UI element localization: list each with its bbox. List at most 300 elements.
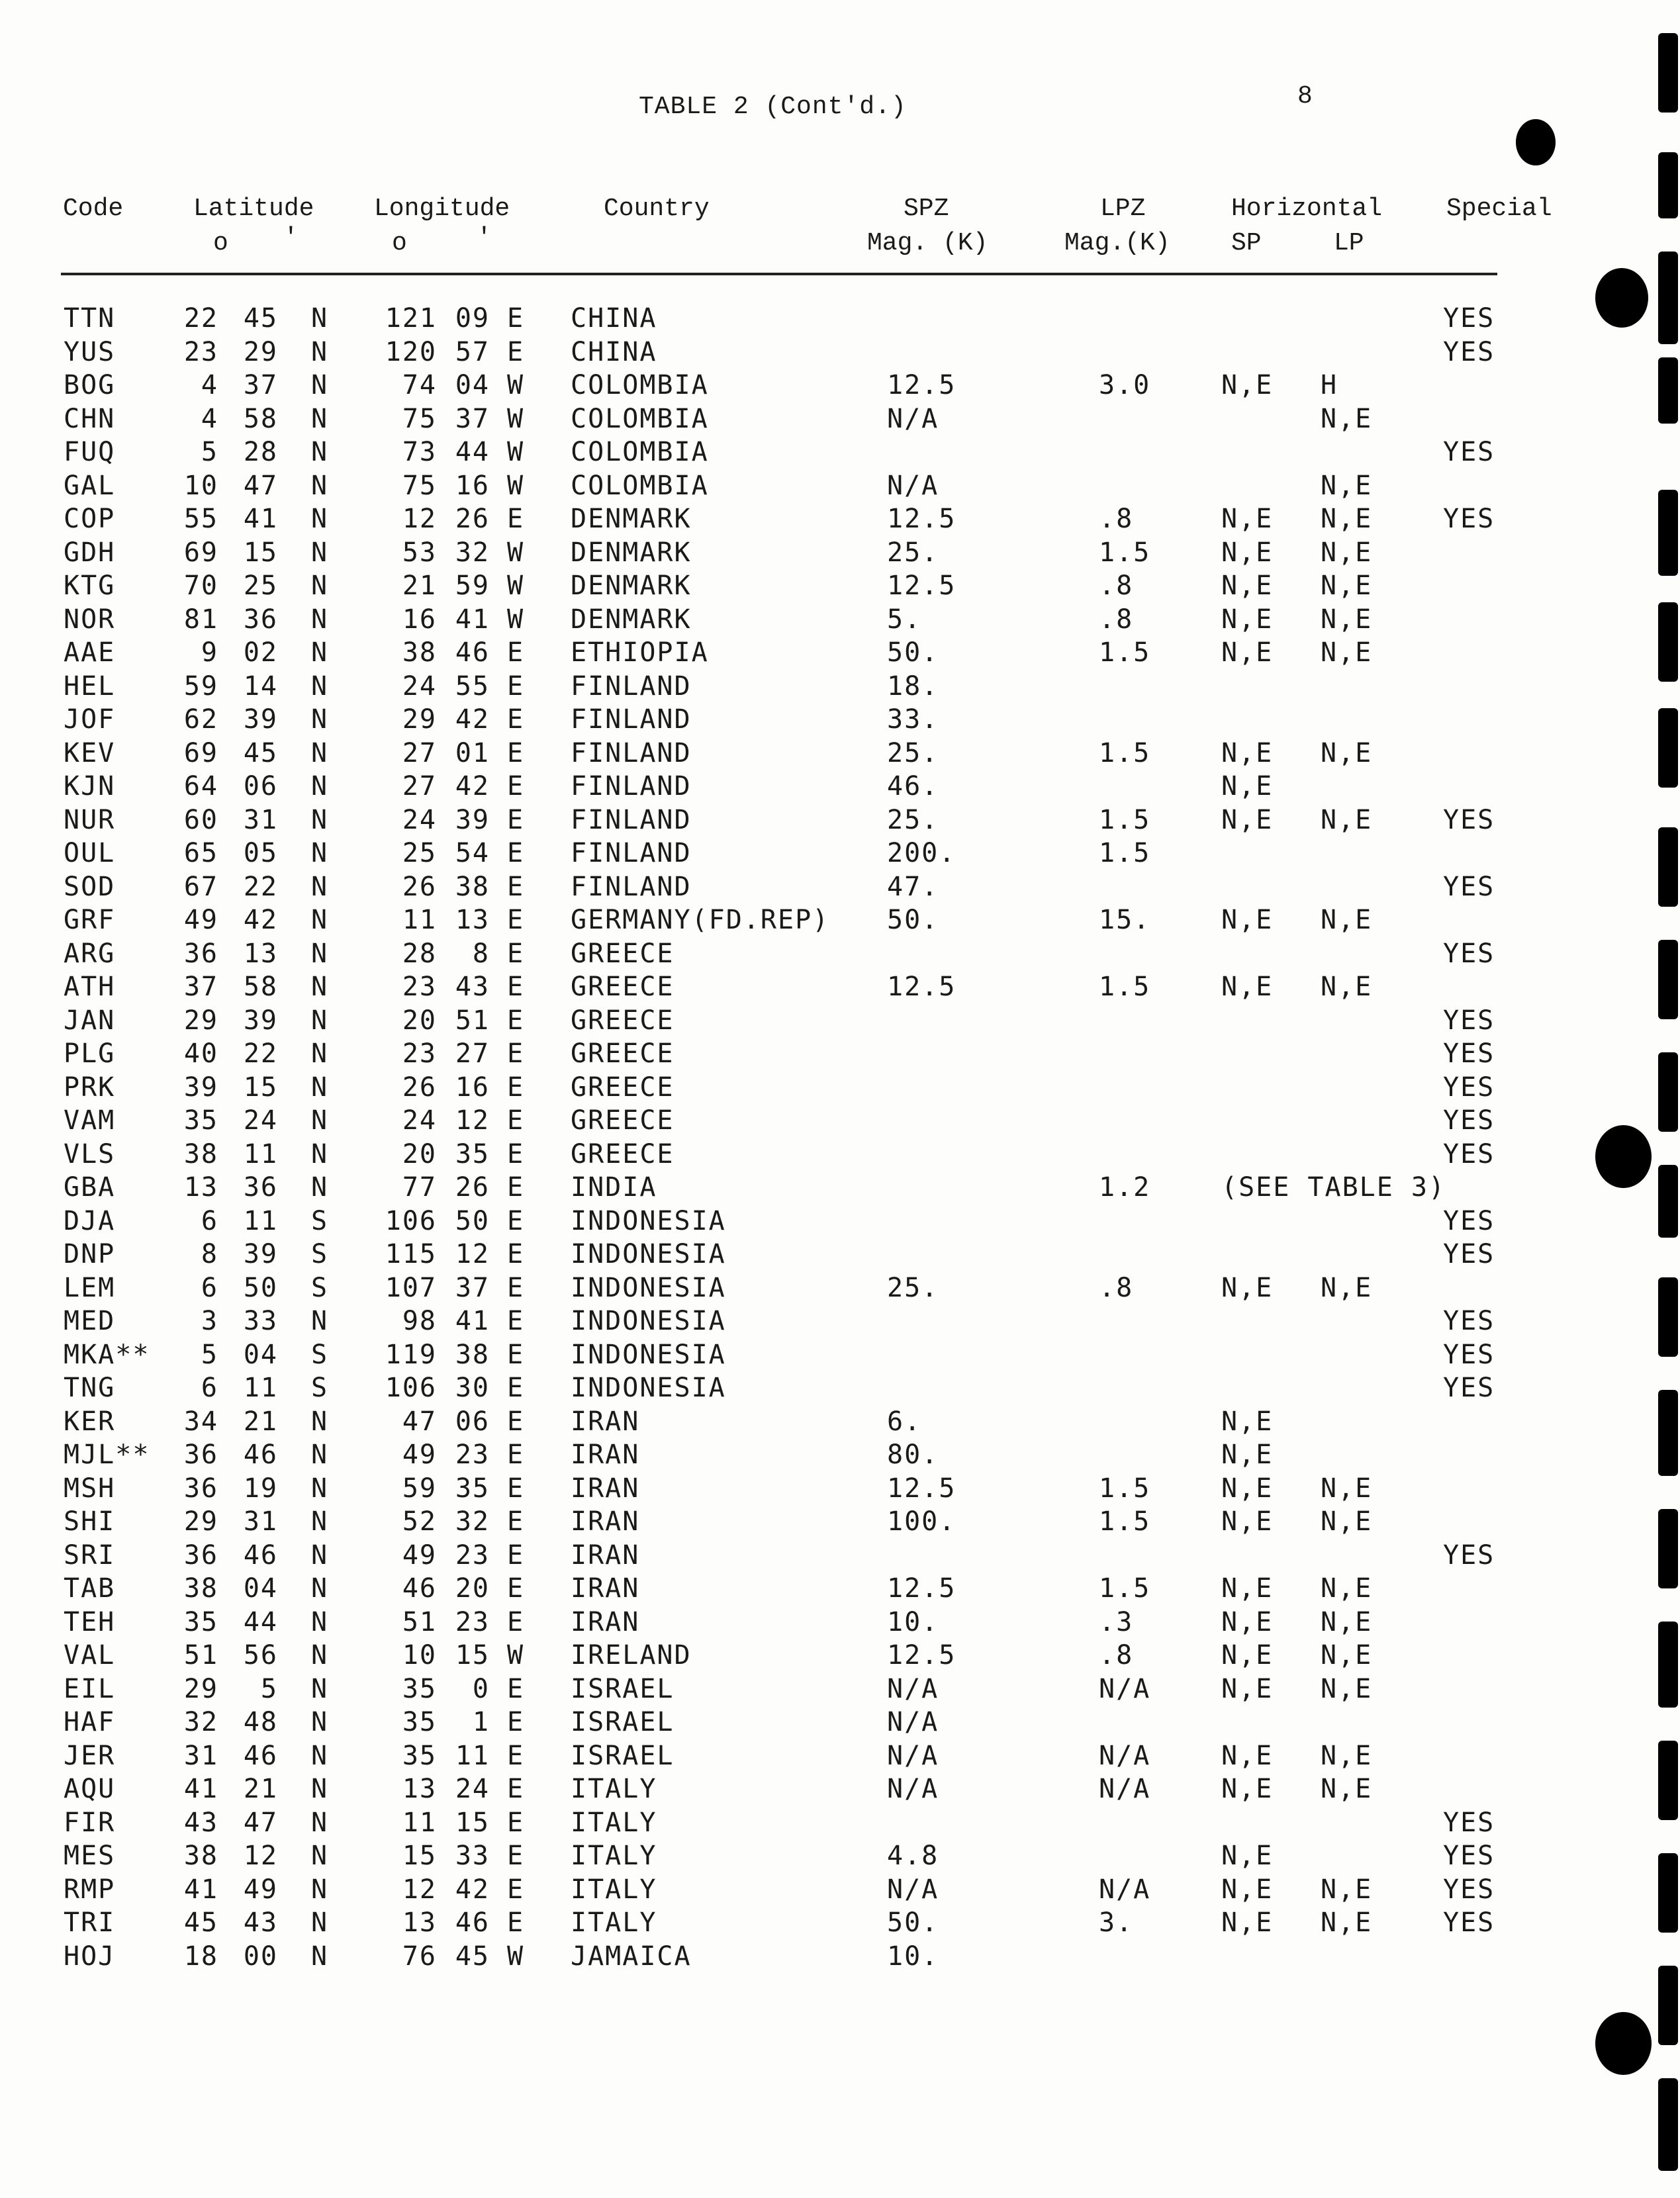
cell-lon-degrees: 73 xyxy=(402,437,437,467)
table-row xyxy=(0,1405,1522,1438)
cell-lon-minutes: 39 xyxy=(455,804,490,835)
cell-code: HOJ xyxy=(64,1941,116,1972)
cell-lat-hemisphere: N xyxy=(311,1941,329,1972)
cell-code: VLS xyxy=(64,1138,116,1169)
cell-lat-hemisphere: N xyxy=(311,504,329,534)
cell-lon-hemisphere: W xyxy=(507,1640,525,1671)
cell-lat-minutes: 02 xyxy=(243,637,278,668)
cell-lon-hemisphere: E xyxy=(507,871,525,902)
cell-lat-degrees: 10 xyxy=(183,470,218,501)
cell-lon-degrees: 98 xyxy=(402,1306,437,1336)
binder-hole-mark xyxy=(1516,119,1556,165)
cell-lon-degrees: 11 xyxy=(402,1807,437,1838)
cell-lon-degrees: 106 xyxy=(385,1373,437,1403)
cell-lat-degrees: 9 xyxy=(201,637,218,668)
cell-lon-hemisphere: E xyxy=(507,704,525,735)
cell-lat-hemisphere: S xyxy=(311,1373,329,1403)
cell-horizontal-lp: N,E xyxy=(1321,1272,1373,1303)
cell-lat-hemisphere: N xyxy=(311,637,329,668)
cell-lat-hemisphere: N xyxy=(311,1440,329,1470)
cell-lat-degrees: 34 xyxy=(183,1406,218,1437)
table-row xyxy=(0,1271,1522,1305)
cell-lat-minutes: 22 xyxy=(243,871,278,902)
cell-lat-degrees: 29 xyxy=(183,1673,218,1704)
cell-lon-minutes: 26 xyxy=(455,1172,490,1203)
cell-lpz-mag: 1.5 xyxy=(1099,838,1151,868)
cell-lon-minutes: 45 xyxy=(455,1941,490,1972)
cell-code: JER xyxy=(64,1740,116,1771)
cell-country: GREECE xyxy=(571,972,675,1002)
cell-lon-degrees: 12 xyxy=(402,1874,437,1905)
cell-lon-degrees: 21 xyxy=(402,571,437,601)
cell-lat-minutes: 58 xyxy=(243,972,278,1002)
cell-country: JAMAICA xyxy=(571,1941,692,1972)
cell-lon-hemisphere: W xyxy=(507,1941,525,1972)
cell-special: YES xyxy=(1443,1807,1495,1838)
cell-country: ITALY xyxy=(571,1807,657,1838)
cell-lon-minutes: 24 xyxy=(455,1774,490,1804)
cell-code: VAL xyxy=(64,1640,116,1671)
cell-lon-degrees: 106 xyxy=(385,1205,437,1236)
cell-country: ITALY xyxy=(571,1774,657,1804)
cell-lat-hemisphere: S xyxy=(311,1205,329,1236)
cell-lon-minutes: 15 xyxy=(455,1807,490,1838)
cell-special: YES xyxy=(1443,1841,1495,1871)
cell-lat-degrees: 65 xyxy=(183,838,218,868)
cell-country: GREECE xyxy=(571,1072,675,1103)
table-row xyxy=(0,603,1522,636)
cell-lat-minutes: 58 xyxy=(243,403,278,434)
cell-lat-minutes: 37 xyxy=(243,370,278,400)
cell-lat-minutes: 25 xyxy=(243,571,278,601)
cell-code: GDH xyxy=(64,537,116,568)
cell-spz-mag: 100. xyxy=(887,1506,957,1537)
cell-lon-hemisphere: E xyxy=(507,1406,525,1437)
cell-horizontal-sp: N,E xyxy=(1221,972,1274,1002)
cell-spz-mag: 50. xyxy=(887,905,939,935)
cell-lat-hemisphere: N xyxy=(311,1306,329,1336)
cell-lon-hemisphere: E xyxy=(507,1740,525,1771)
table-row xyxy=(0,1305,1522,1338)
cell-horizontal-sp: N,E xyxy=(1221,504,1274,534)
cell-lat-degrees: 8 xyxy=(201,1239,218,1269)
table-row xyxy=(0,302,1522,335)
cell-lat-degrees: 35 xyxy=(183,1606,218,1637)
cell-code: PRK xyxy=(64,1072,116,1103)
cell-code: AAE xyxy=(64,637,116,668)
column-subheader-lon-degrees: o xyxy=(392,229,407,257)
cell-horizontal-lp: N,E xyxy=(1321,504,1373,534)
cell-lat-degrees: 36 xyxy=(183,1539,218,1571)
cell-horizontal-sp: N,E xyxy=(1221,1272,1274,1303)
cell-country: IRELAND xyxy=(571,1640,692,1671)
cell-lat-minutes: 56 xyxy=(243,1640,278,1671)
cell-lat-hemisphere: N xyxy=(311,771,329,801)
cell-lon-hemisphere: E xyxy=(507,1373,525,1403)
cell-lat-hemisphere: S xyxy=(311,1239,329,1269)
cell-special: YES xyxy=(1443,1239,1495,1269)
cell-lon-hemisphere: E xyxy=(507,838,525,868)
table-row xyxy=(0,970,1522,1003)
cell-lon-hemisphere: E xyxy=(507,303,525,334)
table-row xyxy=(0,1071,1522,1104)
cell-code: EIL xyxy=(64,1673,116,1704)
cell-country: FINLAND xyxy=(571,838,692,868)
cell-country: COLOMBIA xyxy=(571,470,709,501)
cell-lon-minutes: 09 xyxy=(455,303,490,334)
cell-special: YES xyxy=(1443,303,1495,334)
table-row xyxy=(0,1772,1522,1806)
cell-lon-degrees: 10 xyxy=(402,1640,437,1671)
cell-lat-hemisphere: N xyxy=(311,571,329,601)
cell-code: BOG xyxy=(64,370,116,400)
cell-horizontal-lp: N,E xyxy=(1321,1573,1373,1604)
cell-special: YES xyxy=(1443,1072,1495,1103)
cell-lat-hemisphere: N xyxy=(311,437,329,467)
cell-lon-degrees: 76 xyxy=(402,1941,437,1972)
cell-lat-minutes: 04 xyxy=(243,1573,278,1604)
cell-lat-degrees: 5 xyxy=(201,1339,218,1370)
cell-lon-degrees: 25 xyxy=(402,838,437,868)
cell-country: ITALY xyxy=(571,1907,657,1938)
table-row xyxy=(0,903,1522,937)
cell-lon-degrees: 28 xyxy=(402,938,437,969)
cell-horizontal-sp: N,E xyxy=(1221,1406,1274,1437)
cell-lat-degrees: 41 xyxy=(183,1774,218,1804)
cell-horizontal-sp: N,E xyxy=(1221,537,1274,568)
cell-horizontal-lp: H xyxy=(1321,370,1338,400)
cell-lat-hemisphere: N xyxy=(311,1606,329,1637)
cell-lon-minutes: 59 xyxy=(455,571,490,601)
cell-lat-minutes: 28 xyxy=(243,437,278,467)
cell-horizontal-sp: N,E xyxy=(1221,1506,1274,1537)
cell-lon-minutes: 12 xyxy=(455,1105,490,1136)
cell-lon-hemisphere: E xyxy=(507,1807,525,1838)
cell-spz-mag: N/A xyxy=(887,470,939,501)
cell-lon-minutes: 13 xyxy=(455,905,490,935)
cell-horizontal-sp: N,E xyxy=(1221,370,1274,400)
binder-edge-mark xyxy=(1658,1741,1678,1820)
cell-lat-minutes: 42 xyxy=(243,905,278,935)
table-row xyxy=(0,1104,1522,1137)
table-row xyxy=(0,870,1522,903)
cell-lon-minutes: 32 xyxy=(455,537,490,568)
cell-spz-mag: 46. xyxy=(887,771,939,801)
cell-lat-minutes: 41 xyxy=(243,504,278,534)
cell-spz-mag: 5. xyxy=(887,604,922,635)
cell-horizontal-lp: N,E xyxy=(1321,1673,1373,1704)
cell-horizontal-lp: N,E xyxy=(1321,604,1373,635)
binder-edge-mark xyxy=(1658,1277,1678,1357)
cell-horizontal-sp: N,E xyxy=(1221,1874,1274,1905)
cell-special: YES xyxy=(1443,1306,1495,1336)
cell-horizontal-lp: N,E xyxy=(1321,1740,1373,1771)
cell-lon-minutes: 0 xyxy=(472,1673,490,1704)
cell-lat-hemisphere: N xyxy=(311,1473,329,1504)
cell-lon-hemisphere: W xyxy=(507,537,525,568)
cell-code: OUL xyxy=(64,838,116,868)
cell-lon-hemisphere: E xyxy=(507,1038,525,1069)
cell-lon-hemisphere: E xyxy=(507,938,525,969)
cell-lat-minutes: 33 xyxy=(243,1306,278,1336)
cell-country: ETHIOPIA xyxy=(571,637,709,668)
cell-lon-minutes: 16 xyxy=(455,470,490,501)
cell-special: YES xyxy=(1443,1038,1495,1069)
cell-lat-hemisphere: N xyxy=(311,838,329,868)
cell-lat-degrees: 81 xyxy=(183,604,218,635)
cell-lon-minutes: 11 xyxy=(455,1740,490,1771)
cell-lat-hemisphere: N xyxy=(311,1506,329,1537)
cell-lon-degrees: 26 xyxy=(402,871,437,902)
cell-code: PLG xyxy=(64,1038,116,1069)
cell-special: YES xyxy=(1443,1907,1495,1938)
cell-lon-degrees: 107 xyxy=(385,1272,437,1303)
cell-lon-minutes: 06 xyxy=(455,1406,490,1437)
cell-spz-mag: 200. xyxy=(887,838,957,868)
cell-lon-minutes: 16 xyxy=(455,1072,490,1103)
column-subheader-spz-mag: Mag. (K) xyxy=(867,229,988,257)
cell-code: FIR xyxy=(64,1807,116,1838)
cell-horizontal-sp: N,E xyxy=(1221,1606,1274,1637)
cell-horizontal-sp: N,E xyxy=(1221,1440,1274,1470)
cell-spz-mag: N/A xyxy=(887,1874,939,1905)
cell-lat-hemisphere: N xyxy=(311,737,329,768)
cell-lon-minutes: 32 xyxy=(455,1506,490,1537)
cell-country: GREECE xyxy=(571,1038,675,1069)
cell-country: ISRAEL xyxy=(571,1673,675,1704)
cell-lpz-mag: .8 xyxy=(1099,571,1134,601)
cell-lon-hemisphere: E xyxy=(507,637,525,668)
cell-lat-minutes: 50 xyxy=(243,1272,278,1303)
cell-lat-hemisphere: N xyxy=(311,1072,329,1103)
cell-lat-minutes: 5 xyxy=(260,1673,278,1704)
cell-lat-hemisphere: N xyxy=(311,804,329,835)
cell-lon-minutes: 41 xyxy=(455,604,490,635)
cell-lat-hemisphere: N xyxy=(311,1673,329,1704)
cell-lat-degrees: 45 xyxy=(183,1907,218,1938)
cell-lon-degrees: 49 xyxy=(402,1440,437,1470)
cell-lat-minutes: 39 xyxy=(243,1005,278,1036)
cell-lon-degrees: 52 xyxy=(402,1506,437,1537)
cell-lon-hemisphere: E xyxy=(507,1841,525,1871)
cell-lat-hemisphere: N xyxy=(311,1038,329,1069)
cell-country: INDONESIA xyxy=(571,1306,726,1336)
cell-code: FUQ xyxy=(64,437,116,467)
cell-spz-mag: 12.5 xyxy=(887,504,957,534)
cell-lat-hemisphere: N xyxy=(311,1707,329,1737)
table-row xyxy=(0,536,1522,569)
cell-lon-hemisphere: E xyxy=(507,1774,525,1804)
cell-lon-minutes: 20 xyxy=(455,1573,490,1604)
table-row xyxy=(0,770,1522,803)
cell-lon-degrees: 20 xyxy=(402,1138,437,1169)
cell-lon-minutes: 30 xyxy=(455,1373,490,1403)
cell-lat-degrees: 35 xyxy=(183,1105,218,1136)
cell-lpz-mag: N/A xyxy=(1099,1774,1151,1804)
table-row xyxy=(0,737,1522,770)
cell-lpz-mag: .3 xyxy=(1099,1606,1134,1637)
binder-edge-mark xyxy=(1658,33,1678,113)
cell-lon-degrees: 16 xyxy=(402,604,437,635)
table-row xyxy=(0,803,1522,837)
cell-lat-hemisphere: N xyxy=(311,370,329,400)
cell-country: DENMARK xyxy=(571,571,692,601)
cell-lat-hemisphere: N xyxy=(311,470,329,501)
cell-code: SHI xyxy=(64,1506,116,1537)
cell-lat-hemisphere: N xyxy=(311,1539,329,1571)
table-row xyxy=(0,703,1522,736)
cell-lat-hemisphere: N xyxy=(311,1573,329,1604)
table-row xyxy=(0,1739,1522,1772)
cell-lpz-mag: 1.5 xyxy=(1099,804,1151,835)
cell-code: RMP xyxy=(64,1874,116,1905)
cell-country: DENMARK xyxy=(571,504,692,534)
cell-horizontal-lp: N,E xyxy=(1321,972,1373,1002)
cell-lat-hemisphere: N xyxy=(311,1774,329,1804)
cell-code: VAM xyxy=(64,1105,116,1136)
cell-lat-hemisphere: N xyxy=(311,1640,329,1671)
cell-spz-mag: 33. xyxy=(887,704,939,735)
cell-lat-minutes: 00 xyxy=(243,1941,278,1972)
cell-lon-minutes: 46 xyxy=(455,637,490,668)
cell-lat-degrees: 70 xyxy=(183,571,218,601)
cell-spz-mag: N/A xyxy=(887,403,939,434)
cell-country: COLOMBIA xyxy=(571,403,709,434)
cell-lon-minutes: 04 xyxy=(455,370,490,400)
cell-lon-minutes: 35 xyxy=(455,1473,490,1504)
cell-lon-degrees: 29 xyxy=(402,704,437,735)
cell-horizontal-lp: N,E xyxy=(1321,905,1373,935)
cell-country: IRAN xyxy=(571,1606,640,1637)
cell-lpz-mag: 1.2 xyxy=(1099,1172,1151,1203)
table-row xyxy=(0,1004,1522,1037)
cell-code: GBA xyxy=(64,1172,116,1203)
cell-lat-degrees: 60 xyxy=(183,804,218,835)
cell-lon-minutes: 15 xyxy=(455,1640,490,1671)
cell-lat-minutes: 22 xyxy=(243,1038,278,1069)
cell-lon-degrees: 24 xyxy=(402,804,437,835)
cell-lat-hemisphere: N xyxy=(311,905,329,935)
cell-lat-degrees: 40 xyxy=(183,1038,218,1069)
cell-lat-minutes: 14 xyxy=(243,670,278,702)
cell-lon-hemisphere: E xyxy=(507,1440,525,1470)
cell-lon-hemisphere: W xyxy=(507,437,525,467)
table-row xyxy=(0,1839,1522,1872)
cell-lon-minutes: 12 xyxy=(455,1239,490,1269)
cell-lat-minutes: 21 xyxy=(243,1406,278,1437)
cell-lon-degrees: 20 xyxy=(402,1005,437,1036)
cell-special: YES xyxy=(1443,1005,1495,1036)
column-subheader-lat-minutes: ' xyxy=(283,224,299,252)
cell-lat-hemisphere: N xyxy=(311,604,329,635)
cell-lat-hemisphere: S xyxy=(311,1272,329,1303)
cell-special: YES xyxy=(1443,938,1495,969)
cell-country: DENMARK xyxy=(571,604,692,635)
cell-lon-hemisphere: E xyxy=(507,504,525,534)
cell-lat-minutes: 36 xyxy=(243,1172,278,1203)
cell-lon-hemisphere: E xyxy=(507,1105,525,1136)
cell-horizontal-sp: N,E xyxy=(1221,1740,1274,1771)
cell-spz-mag: 10. xyxy=(887,1941,939,1972)
cell-lat-minutes: 47 xyxy=(243,1807,278,1838)
cell-lat-degrees: 6 xyxy=(201,1272,218,1303)
cell-lon-hemisphere: E xyxy=(507,737,525,768)
cell-code: KTG xyxy=(64,571,116,601)
cell-special: YES xyxy=(1443,504,1495,534)
cell-country: COLOMBIA xyxy=(571,370,709,400)
cell-code: KER xyxy=(64,1406,116,1437)
table-row xyxy=(0,1438,1522,1471)
cell-code: NOR xyxy=(64,604,116,635)
cell-code: TTN xyxy=(64,303,116,334)
cell-lat-degrees: 49 xyxy=(183,905,218,935)
cell-lat-minutes: 15 xyxy=(243,537,278,568)
cell-special: YES xyxy=(1443,804,1495,835)
cell-special: YES xyxy=(1443,336,1495,367)
binder-edge-mark xyxy=(1658,602,1678,682)
column-header-horizontal: Horizontal xyxy=(1231,195,1383,223)
cell-horizontal-sp: N,E xyxy=(1221,1640,1274,1671)
column-subheader-lon-minutes: ' xyxy=(477,224,492,252)
cell-country: FINLAND xyxy=(571,871,692,902)
cell-lat-minutes: 04 xyxy=(243,1339,278,1370)
cell-lat-hemisphere: N xyxy=(311,1740,329,1771)
binder-edge-mark xyxy=(1658,1165,1678,1238)
cell-lon-minutes: 42 xyxy=(455,704,490,735)
cell-horizontal-sp: N,E xyxy=(1221,637,1274,668)
cell-lon-minutes: 23 xyxy=(455,1606,490,1637)
table-row xyxy=(0,1472,1522,1505)
cell-lat-minutes: 45 xyxy=(243,737,278,768)
cell-lpz-mag: N/A xyxy=(1099,1673,1151,1704)
cell-lat-hemisphere: N xyxy=(311,972,329,1002)
column-header-spz: SPZ xyxy=(904,195,949,223)
cell-lat-hemisphere: N xyxy=(311,303,329,334)
cell-country: IRAN xyxy=(571,1440,640,1470)
cell-lat-minutes: 05 xyxy=(243,838,278,868)
cell-horizontal-sp: N,E xyxy=(1221,1573,1274,1604)
cell-horizontal-lp: N,E xyxy=(1321,637,1373,668)
cell-spz-mag: 25. xyxy=(887,737,939,768)
cell-lon-degrees: 121 xyxy=(385,303,437,334)
cell-lon-hemisphere: E xyxy=(507,1573,525,1604)
cell-code: DJA xyxy=(64,1205,116,1236)
cell-lat-degrees: 5 xyxy=(201,437,218,467)
cell-country: FINLAND xyxy=(571,771,692,801)
cell-spz-mag: 10. xyxy=(887,1606,939,1637)
cell-lat-degrees: 32 xyxy=(183,1707,218,1737)
cell-lat-minutes: 12 xyxy=(243,1841,278,1871)
binder-edge-mark xyxy=(1658,252,1678,344)
cell-code: AQU xyxy=(64,1774,116,1804)
table-row xyxy=(0,670,1522,703)
cell-lat-hemisphere: N xyxy=(311,403,329,434)
cell-country: COLOMBIA xyxy=(571,437,709,467)
table-row xyxy=(0,1171,1522,1204)
cell-lon-hemisphere: E xyxy=(507,771,525,801)
cell-lpz-mag: 1.5 xyxy=(1099,737,1151,768)
cell-code: YUS xyxy=(64,336,116,367)
cell-lon-hemisphere: E xyxy=(507,1138,525,1169)
table-row xyxy=(0,1205,1522,1238)
cell-lon-hemisphere: E xyxy=(507,1874,525,1905)
cell-code: ATH xyxy=(64,972,116,1002)
cell-horizontal-lp: N,E xyxy=(1321,1506,1373,1537)
cell-lon-hemisphere: E xyxy=(507,1539,525,1571)
cell-spz-mag: 18. xyxy=(887,670,939,702)
cell-horizontal-lp: N,E xyxy=(1321,537,1373,568)
cell-spz-mag: 12.5 xyxy=(887,1640,957,1671)
